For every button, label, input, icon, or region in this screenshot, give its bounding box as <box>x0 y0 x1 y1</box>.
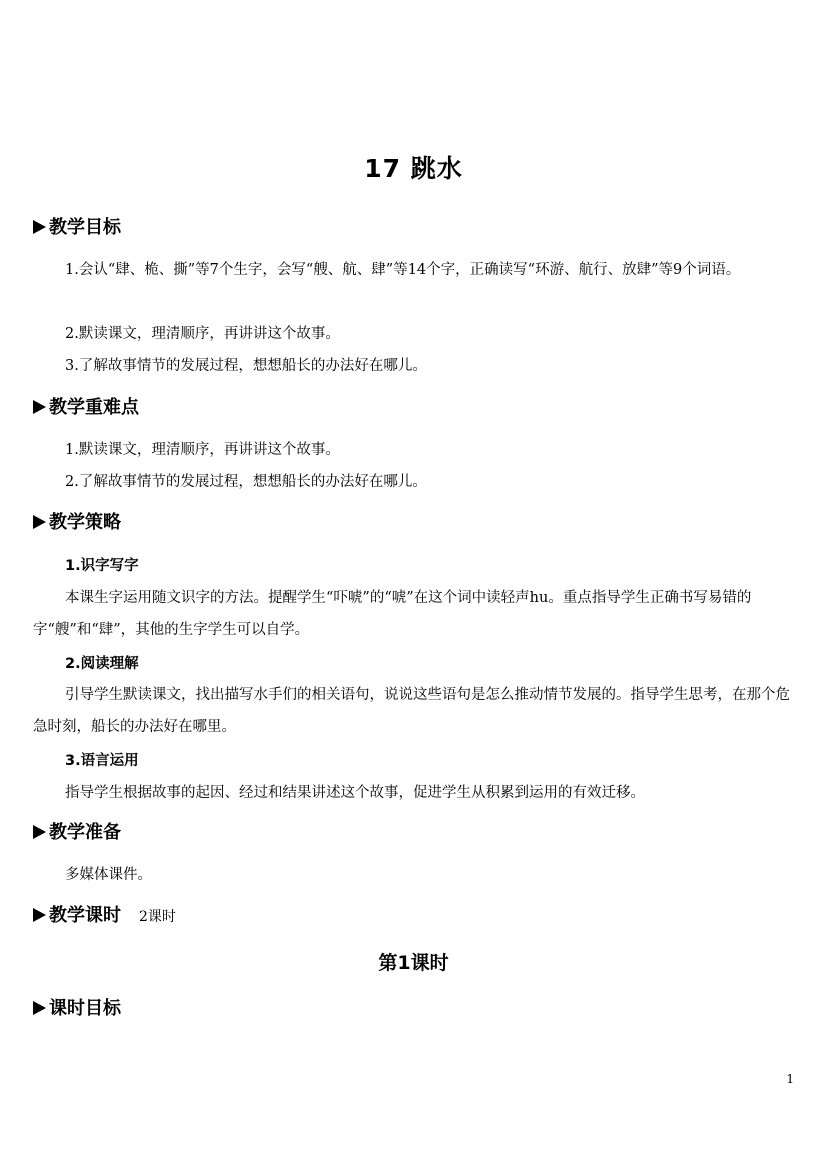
goal-item-1: 1.会认“肆、桅、撕”等7个生字，会写“艘、航、肆”等14个字，正确读写“环游、航行、放肆”等9个词语。 <box>65 262 741 278</box>
heading-class-hours <box>33 904 176 929</box>
heading-preparation <box>33 821 121 845</box>
lesson-1-title: 第1课时 <box>378 952 449 974</box>
heading-teaching-goals <box>33 216 121 240</box>
heading-key-points <box>33 396 139 420</box>
triangle-bullet-icon <box>33 220 46 234</box>
heading-label: 教学准备 <box>49 822 121 843</box>
strategy-text-literacy: 本课生字运用随文识字的方法。提醒学生“吓唬”的“唬”在这个词中读轻声hu。重点指导学生正确书写易错的字“艘”和“肆”，其他的生字学生可以自学。 <box>33 590 752 638</box>
preparation-text: 多媒体课件。 <box>65 867 152 883</box>
goal-item-3: 3.了解故事情节的发展过程，想想船长的办法好在哪儿。 <box>65 358 427 374</box>
heading-label: 教学目标 <box>49 217 121 238</box>
strategy-subhead-literacy: 1.识字写字 <box>65 558 139 574</box>
triangle-bullet-icon <box>33 908 46 922</box>
class-hours-value: 2课时 <box>139 909 176 925</box>
page-title: 17 跳水 <box>364 154 463 183</box>
page-number: 1 <box>786 1072 794 1086</box>
strategy-subhead-language: 3.语言运用 <box>65 753 139 769</box>
heading-label: 教学课时 <box>49 905 121 926</box>
triangle-bullet-icon <box>33 1001 46 1015</box>
strategy-text-language: 指导学生根据故事的起因、经过和结果讲述这个故事，促进学生从积累到运用的有效迁移。 <box>65 785 645 801</box>
heading-teaching-strategies <box>33 511 121 535</box>
triangle-bullet-icon <box>33 515 46 529</box>
heading-label: 教学重难点 <box>49 397 139 418</box>
strategy-text-reading: 引导学生默读课文，找出描写水手们的相关语句，说说这些语句是怎么推动情节发展的。指导学生思考，在那个危急时刻，船长的办法好在哪里。 <box>33 687 790 735</box>
triangle-bullet-icon <box>33 825 46 839</box>
heading-label: 课时目标 <box>49 998 121 1019</box>
strategy-subhead-reading: 2.阅读理解 <box>65 656 139 672</box>
key-point-item-1: 1.默读课文，理清顺序，再讲讲这个故事。 <box>65 442 340 458</box>
heading-label: 教学策略 <box>49 512 121 533</box>
key-point-item-2: 2.了解故事情节的发展过程，想想船长的办法好在哪儿。 <box>65 474 427 490</box>
triangle-bullet-icon <box>33 400 46 414</box>
goal-item-2: 2.默读课文，理清顺序，再讲讲这个故事。 <box>65 326 340 342</box>
heading-lesson-goals <box>33 997 121 1021</box>
